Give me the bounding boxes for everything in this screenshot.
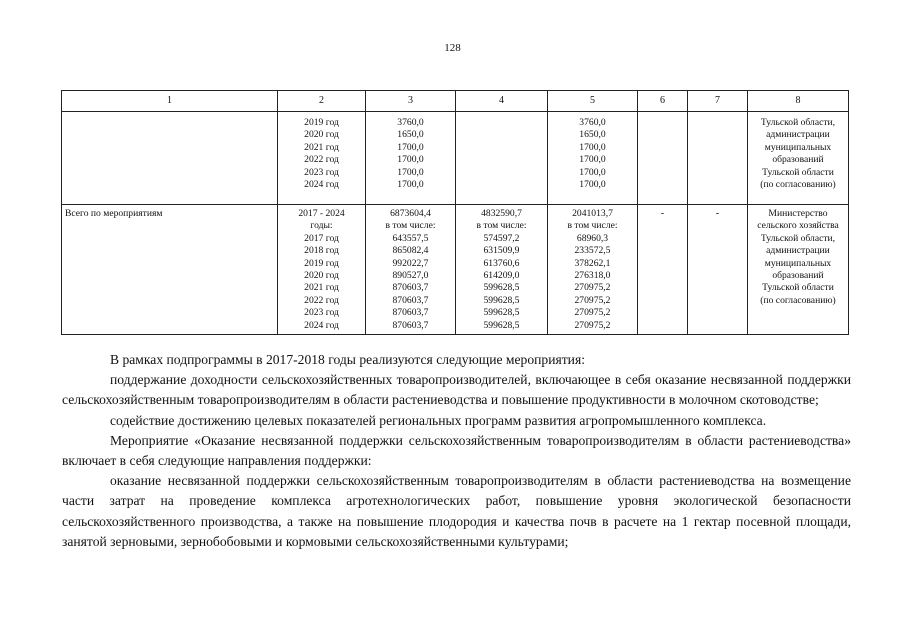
cell-line: образований: [772, 154, 824, 166]
cell-line: 378262,1: [574, 257, 611, 269]
cell-line: (по согласованию): [760, 294, 836, 306]
cell-line: 574597,2: [483, 232, 520, 244]
federal-cell: [456, 112, 548, 205]
cell-line: 1700,0: [397, 141, 424, 153]
column-number: 6: [638, 91, 688, 112]
cell-line: 2019 год: [304, 257, 339, 269]
cell-line: 68960,3: [576, 232, 609, 244]
paragraph: Мероприятие «Оказание несвязанной поддержки сельскохозяйственным товаропроизводителям в области растениеводства» включает в себя следующие направления поддержки:: [62, 432, 851, 469]
cell-line: Тульской области: [762, 282, 834, 294]
column-number: 4: [456, 91, 548, 112]
cell-line: 870603,7: [392, 319, 429, 331]
column-number: 1: [62, 91, 278, 112]
executor-cell: [748, 112, 849, 205]
cell-line: 2022 год: [304, 154, 339, 166]
cell-line: 2021 год: [304, 282, 339, 294]
cell-line: 2020 год: [304, 270, 339, 282]
col6-cell: -: [638, 205, 688, 335]
col7-cell: [688, 112, 748, 205]
years-cell: [278, 205, 366, 335]
cell-line: в том числе:: [385, 220, 436, 232]
cell-line: 2017 год: [304, 232, 339, 244]
col7-cell: -: [688, 205, 748, 335]
cell-line: 870603,7: [392, 307, 429, 319]
cell-line: 1700,0: [579, 141, 606, 153]
years-cell: [278, 112, 366, 205]
cell-line: 4832590,7: [481, 208, 522, 219]
executor-cell: [748, 205, 849, 335]
cell-line: 2019 год: [304, 117, 339, 128]
paragraph: поддержание доходности сельскохозяйственных товаропроизводителей, включающее в себя оказание несвязанной поддержки сельскохозяйственным товаропроизводителям в области растениеводства и повышение продуктивности в молочном скотоводстве;: [62, 372, 851, 408]
cell-line: Тульской области: [762, 166, 834, 178]
cell-line: 1700,0: [579, 166, 606, 178]
cell-line: 631509,9: [483, 245, 520, 257]
cell-line: 2023 год: [304, 307, 339, 319]
cell-line: 865082,4: [392, 245, 429, 257]
cell-line: 599628,5: [483, 294, 520, 306]
cell-line: Министерство: [768, 208, 828, 219]
funding-table: [61, 90, 849, 335]
cell-line: 2023 год: [304, 166, 339, 178]
cell-line: 2020 год: [304, 129, 339, 141]
cell-line: 2017 - 2024: [298, 208, 345, 219]
cell-line: 3760,0: [397, 117, 424, 128]
cell-line: администрации: [766, 245, 830, 257]
cell-line: 614209,0: [483, 270, 520, 282]
cell-line: сельского хозяйства: [757, 220, 839, 232]
page-number: 128: [444, 42, 461, 54]
cell-line: 992022,7: [392, 257, 429, 269]
cell-line: администрации: [766, 129, 830, 141]
paragraph: оказание несвязанной поддержки сельскохозяйственным товаропроизводителям в области растениеводства на возмещение части затрат на проведение комплекса агротехнологических работ, повышение уровня экологической безопасности сельскохозяйственного производства, а также на повышение плодородия и качества почв в расчете на 1 гектар посевной площади, занятой зерновыми, зернобобовыми и кормовыми сельскохозяйственными культурами;: [62, 473, 851, 549]
cell-line: (по согласованию): [760, 179, 836, 191]
cell-line: 2018 год: [304, 245, 339, 257]
cell-line: 1700,0: [579, 179, 606, 191]
cell-line: 276318,0: [574, 270, 611, 282]
cell-line: 233572,5: [574, 245, 611, 257]
cell-line: 3760,0: [579, 117, 606, 128]
cell-line: 270975,2: [574, 282, 611, 294]
column-number: 8: [748, 91, 849, 112]
column-number: 7: [688, 91, 748, 112]
cell-line: 599628,5: [483, 307, 520, 319]
table-row: [62, 205, 849, 335]
paragraph: содействие достижению целевых показателей региональных программ развития агропромышленного комплекса.: [110, 412, 767, 428]
column-number: 3: [366, 91, 456, 112]
cell-line: 270975,2: [574, 307, 611, 319]
cell-line: 1700,0: [579, 154, 606, 166]
cell-line: 870603,7: [392, 282, 429, 294]
table-row: [62, 112, 849, 205]
total-cell: [366, 112, 456, 205]
cell-line: 613760,6: [483, 257, 520, 269]
cell-line: 599628,5: [483, 319, 520, 331]
cell-line: Тульской области,: [760, 117, 836, 128]
cell-line: муниципальных: [764, 257, 832, 269]
column-number: 5: [548, 91, 638, 112]
cell-line: 2021 год: [304, 141, 339, 153]
cell-line: 2024 год: [304, 319, 339, 331]
row-name: [62, 112, 278, 205]
cell-line: 1700,0: [397, 179, 424, 191]
paragraph: В рамках подпрограммы в 2017-2018 годы реализуются следующие мероприятия:: [110, 352, 585, 367]
total-cell: [366, 205, 456, 335]
cell-line: годы:: [310, 220, 333, 232]
cell-line: 2022 год: [304, 294, 339, 306]
cell-line: 2041013,7: [572, 208, 613, 219]
regional-cell: [548, 112, 638, 205]
cell-line: 643557,5: [392, 232, 429, 244]
regional-cell: [548, 205, 638, 335]
cell-line: образований: [772, 270, 824, 282]
row-name: Всего по мероприятиям: [62, 205, 278, 335]
cell-line: Тульской области,: [760, 232, 836, 244]
table-header-row: [62, 91, 849, 112]
federal-cell: [456, 205, 548, 335]
cell-line: в том числе:: [567, 220, 618, 232]
cell-line: 1700,0: [397, 166, 424, 178]
cell-line: 1650,0: [579, 129, 606, 141]
cell-line: 2024 год: [304, 179, 339, 191]
cell-line: 6873604,4: [390, 208, 431, 219]
cell-line: 270975,2: [574, 319, 611, 331]
cell-line: 1650,0: [397, 129, 424, 141]
cell-line: 599628,5: [483, 282, 520, 294]
cell-line: муниципальных: [764, 141, 832, 153]
cell-line: 870603,7: [392, 294, 429, 306]
cell-line: в том числе:: [476, 220, 527, 232]
cell-line: 1700,0: [397, 154, 424, 166]
body-text: [62, 350, 851, 552]
col6-cell: [638, 112, 688, 205]
cell-line: 890527,0: [392, 270, 429, 282]
cell-line: 270975,2: [574, 294, 611, 306]
column-number: 2: [278, 91, 366, 112]
